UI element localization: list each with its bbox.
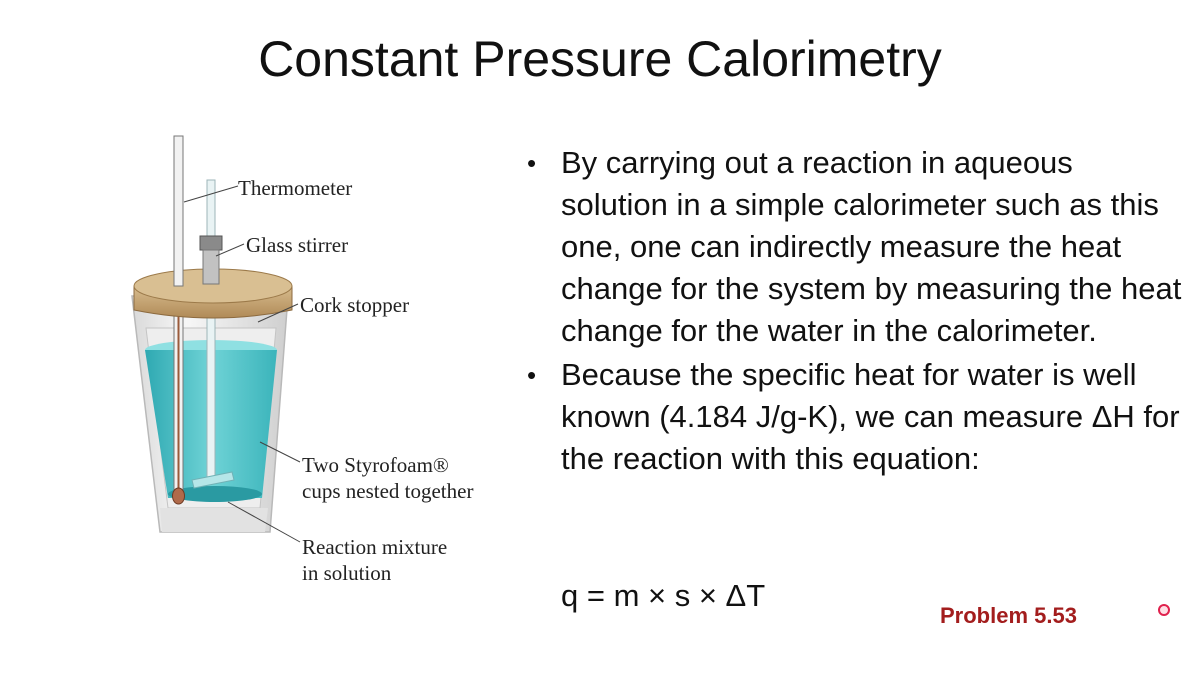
label-styrofoam-line2: cups nested together: [302, 479, 474, 503]
label-reaction-line2: in solution: [302, 561, 392, 585]
calorimeter-diagram: [110, 128, 550, 608]
label-styrofoam-line1: Two Styrofoam®: [302, 453, 449, 477]
equation: q = m × s × ΔT: [561, 578, 766, 613]
bullet-item: [525, 142, 1185, 352]
label-glass-stirrer: Glass stirrer: [246, 233, 349, 257]
problem-reference: Problem 5.53: [940, 603, 1077, 628]
slide-title: Constant Pressure Calorimetry: [258, 31, 942, 87]
cork-stopper: [134, 136, 292, 318]
label-cork-stopper: Cork stopper: [300, 293, 410, 317]
laser-pointer-icon: [1158, 604, 1170, 616]
label-thermometer: Thermometer: [238, 176, 353, 200]
bullet-dot: •: [527, 148, 537, 178]
bullet-dot: •: [527, 360, 537, 390]
label-reaction-line1: Reaction mixture: [302, 535, 448, 559]
bullet-item: [525, 354, 1185, 480]
bullet-text: Because the specific heat for water is well known (4.184 J/g-K), we can measure ΔH for the reaction with this equation:: [561, 357, 1180, 476]
bullet-list: [525, 142, 1185, 482]
bullet-text: By carrying out a reaction in aqueous solution in a simple calorimeter such as this one, one can indirectly measure the heat change for the system by measuring the heat change for the water in the calorimeter.: [561, 145, 1182, 348]
